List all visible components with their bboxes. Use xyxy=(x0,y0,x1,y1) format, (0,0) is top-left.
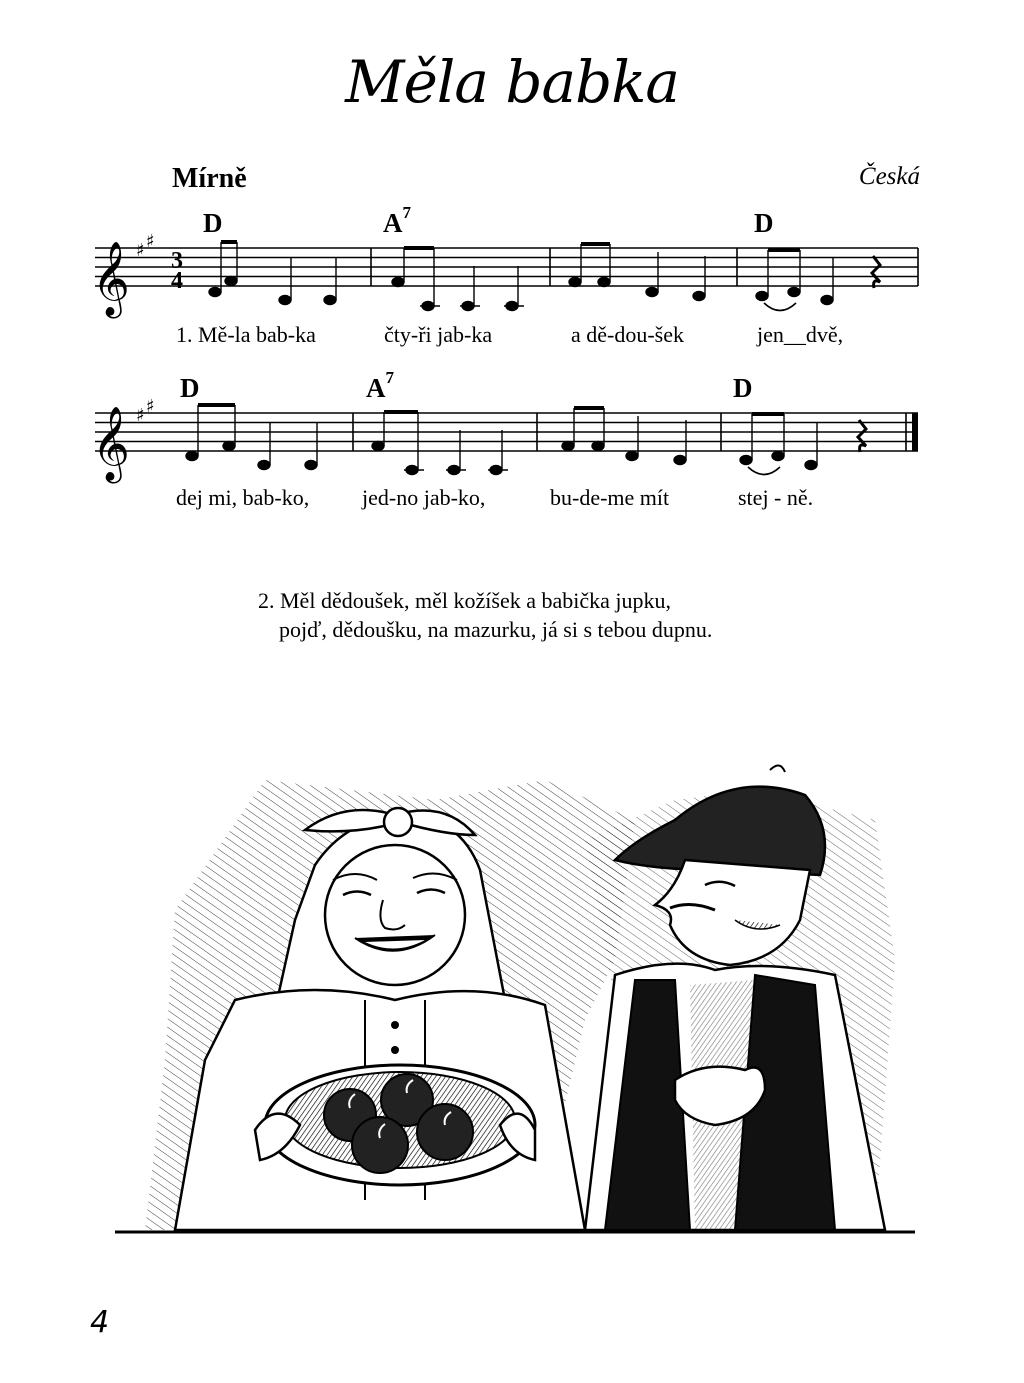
grandparents-illustration xyxy=(115,760,915,1240)
lyric-line: stej - ně. xyxy=(738,485,814,510)
tempo-marking: Mírně xyxy=(172,163,247,194)
rest-icon xyxy=(872,256,880,288)
song-title: Měla babka xyxy=(345,48,679,116)
lyric-line: dej mi, bab-ko, xyxy=(176,485,310,510)
lyric-line: jen__dvě, xyxy=(757,322,844,347)
music-staff-1 xyxy=(0,230,1024,330)
svg-text:♯: ♯ xyxy=(146,396,155,417)
lyric-line: čty-ři jab-ka xyxy=(384,322,493,347)
chord-symbol: $A^7$ xyxy=(366,368,394,403)
music-staff-2 xyxy=(0,395,1024,495)
verse-line: 2. Měl dědoušek, měl kožíšek a babička jupku, xyxy=(258,588,672,613)
lyric-line: a dě-dou-šek xyxy=(571,322,685,347)
svg-text:4: 4 xyxy=(171,268,183,294)
chord-symbol: D xyxy=(180,373,200,403)
svg-text:♯: ♯ xyxy=(136,240,145,261)
page-number: 4 xyxy=(90,1305,110,1340)
svg-text:♯: ♯ xyxy=(136,405,145,426)
chord-symbol: $A^7$ xyxy=(383,203,411,238)
lyric-line: 1. Mě-la bab-ka xyxy=(176,322,316,347)
chord-symbol: D xyxy=(754,208,774,238)
lyric-line: bu-de-me mít xyxy=(550,485,670,510)
lyric-line: jed-no jab-ko, xyxy=(362,485,486,510)
verse-line: pojď, dědoušku, na mazurku, já si s tebou dupnu. xyxy=(279,617,713,642)
svg-text:♯: ♯ xyxy=(146,231,155,252)
treble-clef-icon: 𝄞 xyxy=(92,242,130,316)
chord-symbol: D xyxy=(733,373,753,403)
song-origin: Česká xyxy=(858,163,920,190)
time-signature: 3 xyxy=(171,248,183,274)
chord-symbol: D xyxy=(203,208,223,238)
rest-icon xyxy=(858,420,866,452)
verse-2 xyxy=(258,586,712,644)
treble-clef-icon: 𝄞 xyxy=(92,407,130,481)
